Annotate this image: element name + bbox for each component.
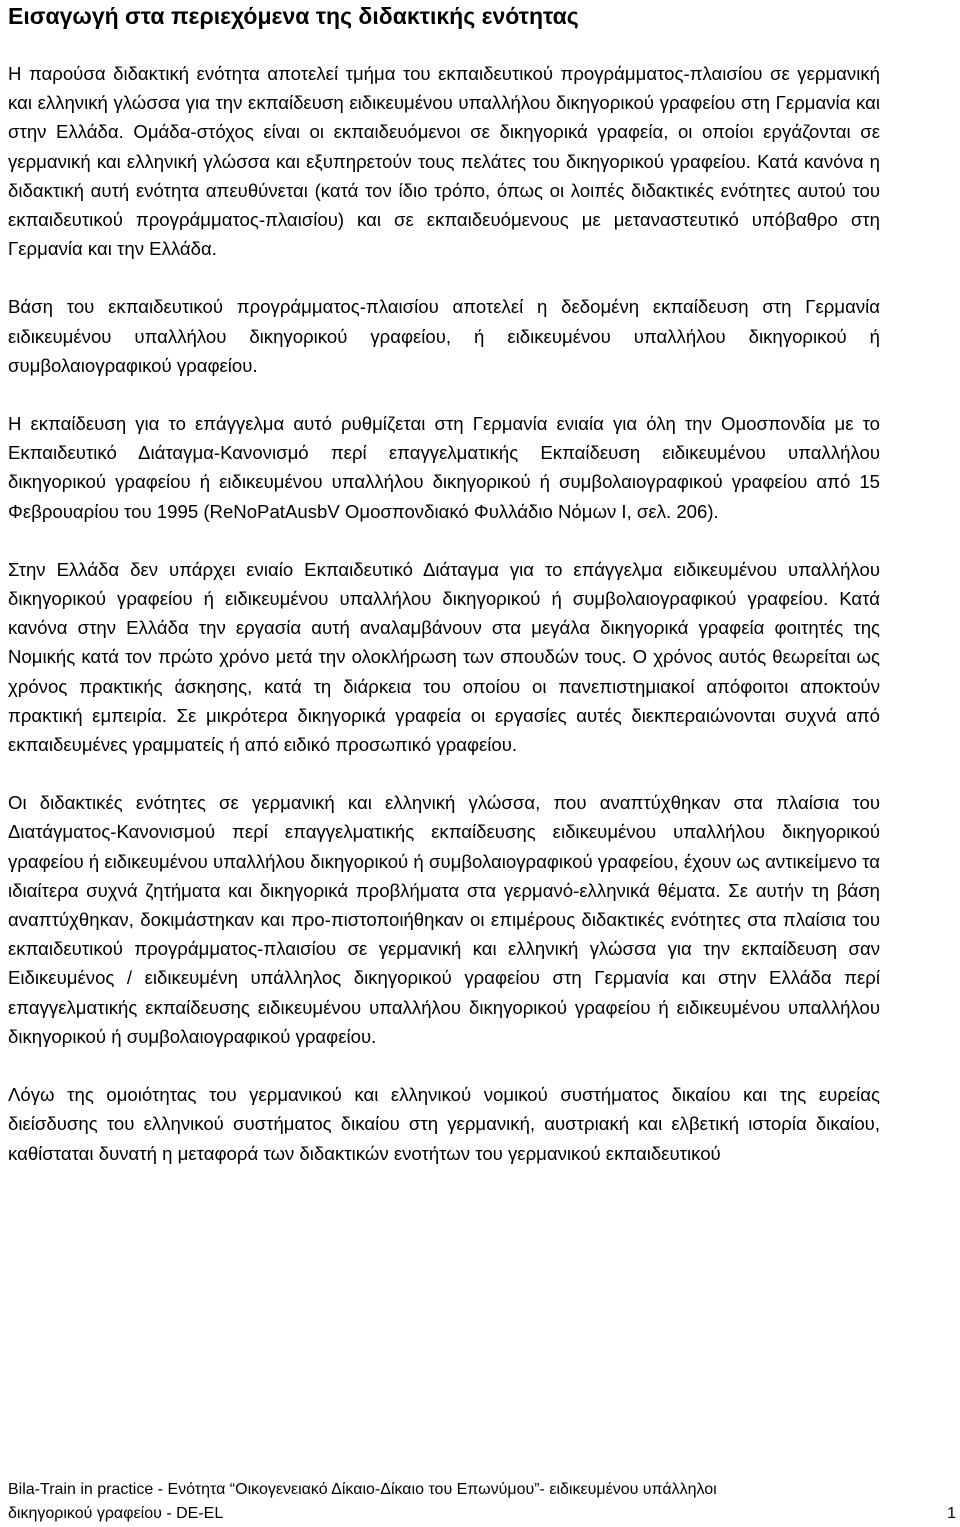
- document-body: [8, 59, 880, 1168]
- document-page: [8, 0, 880, 1197]
- paragraph: Η παρούσα διδακτική ενότητα αποτελεί τμήμα του εκπαιδευτικού προγράμματος-πλαισίου σε γερμανική και ελληνική γλώσσα για την εκπαίδευση ειδικευμένου υπαλλήλου δικηγορικού γραφείου στη Γερμανία και στην Ελλάδα. Ομάδα-στόχος είναι οι εκπαιδευόμενοι σε δικηγορικά γραφεία, οι οποίοι εργάζονται σε γερμανική και ελληνική γλώσσα και εξυπηρετούν τους πελάτες του δικηγορικού γραφείου. Κατά κανόνα η διδακτική αυτή ενότητα απευθύνεται (κατά τον ίδιο τρόπο, όπως οι λοιπές διδακτικές ενότητες αυτού του εκπαιδευτικού προγράμματος-πλαισίου) και σε εκπαιδευόμενους με μεταναστευτικό υπόβαθρο στη Γερμανία και την Ελλάδα.: [8, 63, 880, 260]
- page-title: Εισαγωγή στα περιεχόμενα της διδακτικής ενότητας: [8, 3, 579, 29]
- paragraph: Στην Ελλάδα δεν υπάρχει ενιαίο Εκπαιδευτικό Διάταγμα για το επάγγελμα ειδικευμένου υπαλλήλου δικηγορικού γραφείου ή ειδικευμένου υπαλλήλου δικηγορικού ή συμβολαιογραφικού γραφείου. Κατά κανόνα στην Ελλάδα την εργασία αυτή αναλαμβάνουν στα μεγάλα δικηγορικά γραφεία φοιτητές της Νομικής κατά τον πρώτο χρόνο μετά την ολοκλήρωση των σπουδών τους. Ο χρόνος αυτός θεωρείται ως χρόνος πρακτικής άσκησης, κατά τη διάρκεια του οποίου οι πανεπιστημιακοί απόφοιτοι αποκτούν πρακτική εμπειρία. Σε μικρότερα δικηγορικά γραφεία οι εργασίες αυτές διεκπεραιώνονται συχνά από εκπαιδευμένες γραμματείς ή από ειδικό προσωπικό γραφείου.: [8, 558, 880, 756]
- page-footer: [8, 1478, 956, 1526]
- paragraph: Βάση του εκπαιδευτικού προγράμματος-πλαισίου αποτελεί η δεδομένη εκπαίδευση στη Γερμανία ειδικευμένου υπαλλήλου δικηγορικού γραφείου, ή ειδικευμένου υπαλλήλου δικηγορικού ή συμβολαιογραφικού γραφείου.: [8, 296, 880, 376]
- footer-line-2: δικηγορικού γραφείου - DE-EL: [8, 1505, 224, 1522]
- page-number: 1: [947, 1505, 956, 1522]
- paragraph: Λόγω της ομοιότητας του γερμανικού και ελληνικού νομικού συστήματος δικαίου και της ευρείας διείσδυσης του ελληνικού συστήματος δικαίου στη γερμανική, αυστριακή και ελβετική ιστορία δικαίου, καθίσταται δυνατή η μεταφορά των διδακτικών ενοτήτων του γερμανικού εκπαιδευτικού: [8, 1084, 880, 1164]
- paragraph: Οι διδακτικές ενότητες σε γερμανική και ελληνική γλώσσα, που αναπτύχθηκαν στα πλαίσια του Διατάγματος-Κανονισμού περί επαγγελματικής εκπαίδευσης ειδικευμένου υπαλλήλου δικηγορικού γραφείου ή ειδικευμένου υπαλλήλου δικηγορικού ή συμβολαιογραφικού γραφείου, έχουν ως αντικείμενο τα ιδιαίτερα συχνά ζητήματα και δικηγορικά προβλήματα στα γερμανό-ελληνικά θέματα. Σε αυτήν τη βάση αναπτύχθηκαν, δοκιμάστηκαν και προ-πιστοποιήθηκαν οι επιμέρους διδακτικές ενότητες στα πλαίσια του εκπαιδευτικού προγράμματος-πλαισίου σε γερμανική και ελληνική γλώσσα για την εκπαίδευση σαν Ειδικευμένος / ειδικευμένη υπάλληλος δικηγορικού γραφείου στη Γερμανία και στην Ελλάδα περί επαγγελματικής εκπαίδευσης ειδικευμένου υπαλλήλου δικηγορικού γραφείου ή ειδικευμένου υπαλλήλου δικηγορικού ή συμβολαιογραφικού γραφείου.: [8, 792, 880, 1047]
- footer-line-1: Bila-Train in practice - Ενότητα “Οικογενειακό Δίκαιο-Δίκαιο του Επωνύμου”- ειδικευμένου υπάλληλοι: [8, 1481, 717, 1498]
- paragraph: Η εκπαίδευση για το επάγγελμα αυτό ρυθμίζεται στη Γερμανία ενιαία για όλη την Ομοσπονδία με το Εκπαιδευτικό Διάταγμα-Κανονισμό περί επαγγελματικής Εκπαίδευση ειδικευμένου υπαλλήλου δικηγορικού γραφείου ή ειδικευμένου υπαλλήλου δικηγορικού ή συμβολαιογραφικού γραφείου από 15 Φεβρουαρίου του 1995 (ReNoPatAusbV Ομοσπονδιακό Φυλλάδιο Νόμων I, σελ. 206).: [8, 413, 880, 522]
